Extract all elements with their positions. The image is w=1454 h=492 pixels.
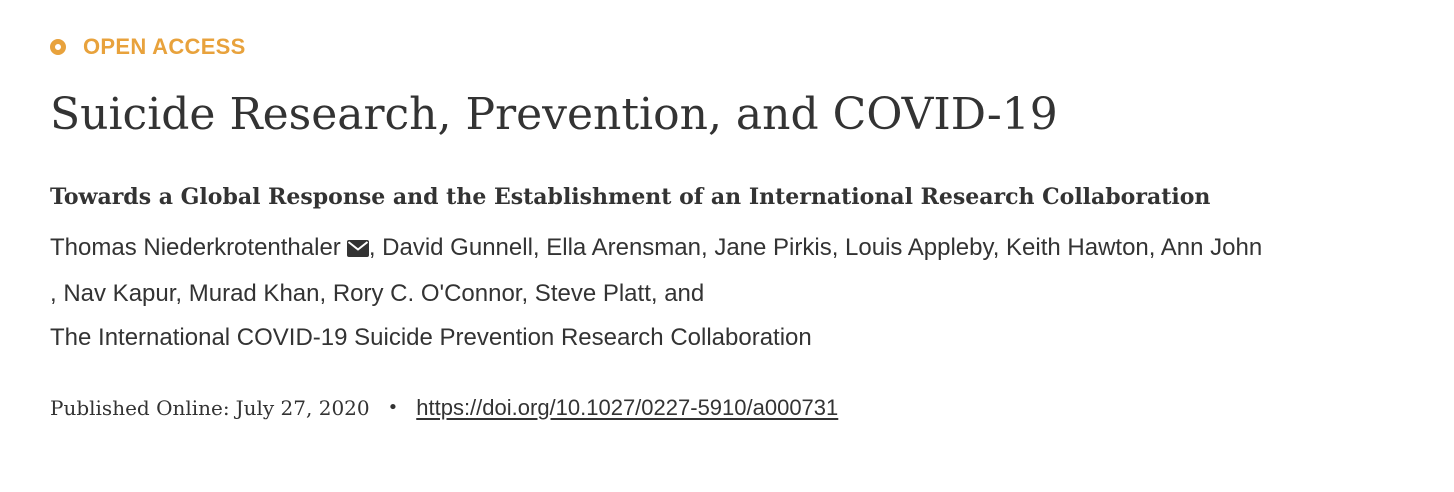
- author-line-2: , Nav Kapur, Murad Khan, Rory C. O'Connor, Steve Platt, and: [50, 280, 705, 307]
- author-list: [50, 226, 1440, 360]
- article-header: [50, 30, 1440, 422]
- author-line-3: The International COVID-19 Suicide Prevention Research Collaboration: [50, 324, 812, 351]
- open-access-badge: [50, 30, 1440, 64]
- article-title: Suicide Research, Prevention, and COVID-19: [50, 89, 1058, 140]
- publication-info: [50, 394, 1440, 422]
- open-access-circle-icon: [50, 39, 66, 55]
- open-access-label: OPEN ACCESS: [83, 34, 246, 59]
- published-date: July 27, 2020: [235, 396, 370, 420]
- published-online-label: Published Online:: [50, 396, 230, 420]
- author-first[interactable]: Thomas Niederkrotenthaler: [50, 234, 341, 261]
- separator-dot: •: [387, 397, 399, 418]
- mail-icon[interactable]: [347, 228, 369, 272]
- author-list-rest-1: , David Gunnell, Ella Arensman, Jane Pirkis, Louis Appleby, Keith Hawton, Ann John: [368, 234, 1263, 261]
- author-line-1: [50, 226, 1440, 272]
- article-subtitle: Towards a Global Response and the Establishment of an International Research Collaboration: [50, 184, 1211, 210]
- doi-link[interactable]: https://doi.org/10.1027/0227-5910/a000731: [416, 395, 839, 420]
